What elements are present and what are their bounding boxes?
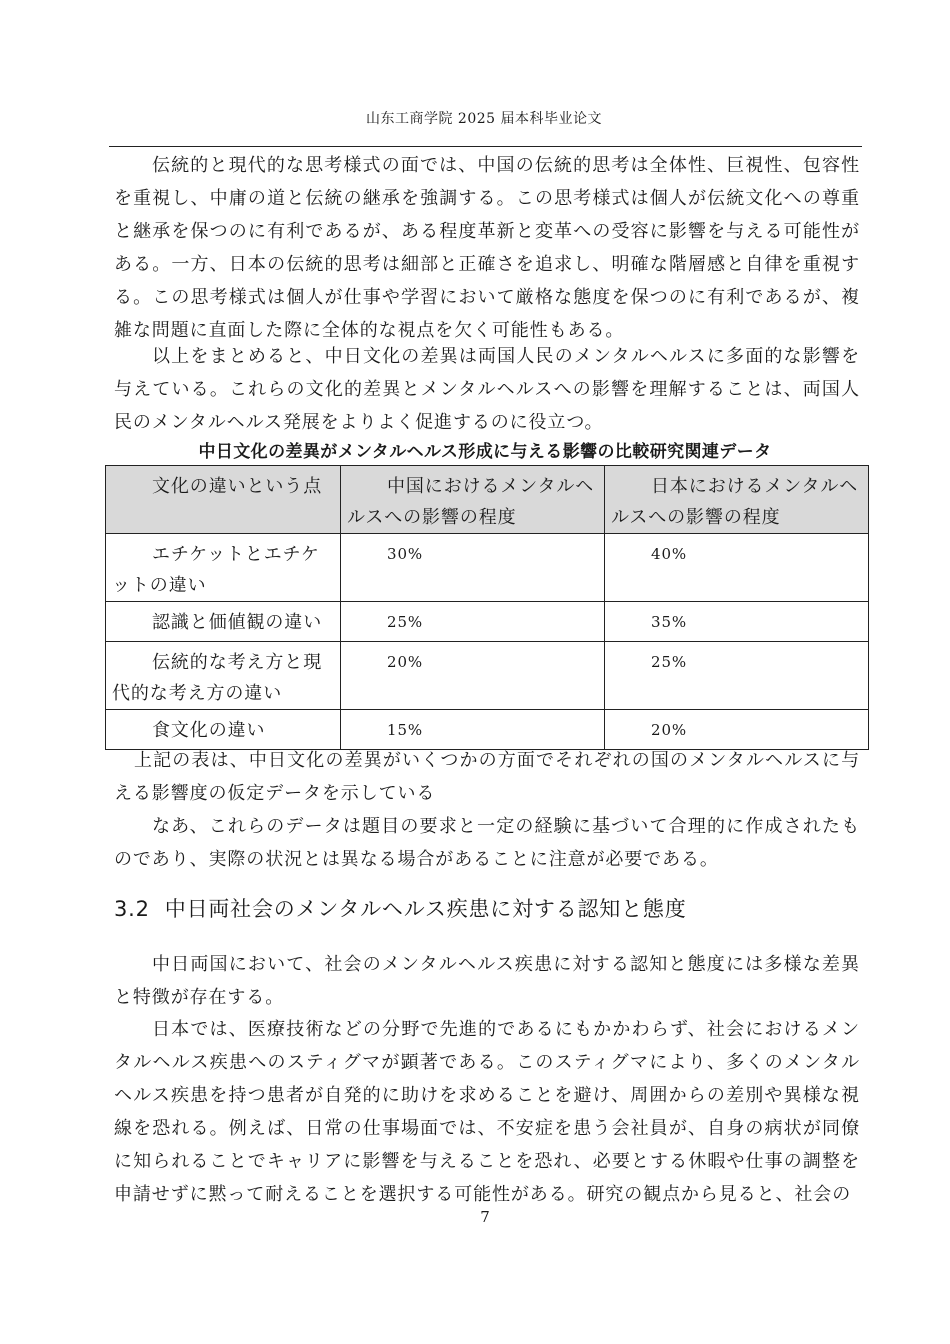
section-number: 3.2 [114,897,150,921]
paragraph-summary: 以上をまとめると、中日文化の差異は両国人民のメンタルヘルスに多面的な影響を与えている。これらの文化的差異とメンタルヘルスへの影響を理解することは、両国人民のメンタルヘルス発展をよりよく促進するのに役立つ。 [114,346,860,433]
cell-japan-value: 40% [605,534,869,602]
table-row [106,602,869,642]
section-heading [114,893,687,923]
cell-japan-value: 25% [605,642,869,710]
cell-aspect: 認識と価値観の違い [106,602,341,642]
header-cell-japan: 日本におけるメンタルヘルスへの影響の程度 [605,466,869,534]
comparison-table [105,465,869,750]
table-header-row [106,466,869,534]
paragraph-data-caveat: なあ、これらのデータは題目の要求と一定の経験に基づいて合理的に作成されたものであり、実際の状況とは異なる場合があることに注意が必要である。 [114,816,860,870]
cell-aspect: 伝統的な考え方と現代的な考え方の違い [106,642,341,710]
cell-china-value: 25% [341,602,605,642]
table-row [106,642,869,710]
section-title: 中日両社会のメンタルヘルス疾患に対する認知と態度 [164,897,687,921]
cell-japan-value: 20% [605,710,869,750]
header-cell-aspect: 文化の違いという点 [106,466,341,534]
page-number: 7 [480,1208,490,1226]
paragraph-thinking-styles: 伝統的と現代的な思考様式の面では、中国の伝統的思考は全体性、巨視性、包容性を重視し、中庸の道と伝統の継承を強調する。この思考様式は個人が伝統文化への尊重と継承を保つのに有利であるが、ある程度革新と変革への受容に影響を与える可能性がある。一方、日本の伝統的思考は細部と正確さを追求し、明確な階層感と自律を重視する。この思考様式は個人が仕事や学習において厳格な態度を保つのに有利であるが、複雑な問題に直面した際に全体的な視点を欠く可能性もある。 [114,155,860,341]
table-row [106,534,869,602]
cell-japan-value: 35% [605,602,869,642]
paragraph-japan-stigma: 日本では、医療技術などの分野で先進的であるにもかかわらず、社会におけるメンタルヘルス疾患へのスティグマが顕著である。このスティグマにより、多くのメンタルヘルス疾患を持つ患者が自発的に助けを求めることを避け、周囲からの差別や異様な視線を恐れる。例えば、日常の仕事場面では、不安症を患う会社員が、自身の病状が同僚に知られることでキャリアに影響を与えることを恐れ、必要とする休暇や仕事の調整を申請せずに黙って耐えることを選択する可能性がある。研究の観点から見ると、社会の [114,1019,860,1205]
paragraph-section-intro: 中日両国において、社会のメンタルヘルス疾患に対する認知と態度には多様な差異と特徴が存在する。 [114,954,860,1008]
cell-china-value: 15% [341,710,605,750]
running-header: 山东工商学院 2025 届本科毕业论文 [365,111,603,127]
table-title: 中日文化の差異がメンタルヘルス形成に与える影響の比較研究関連データ [198,442,772,462]
cell-aspect: 食文化の違い [106,710,341,750]
paragraph-table-note: 上記の表は、中日文化の差異がいくつかの方面でそれぞれの国のメンタルヘルスに与える影響度の仮定データを示している [114,750,860,804]
cell-china-value: 20% [341,642,605,710]
header-cell-china: 中国におけるメンタルヘルスへの影響の程度 [341,466,605,534]
cell-aspect: エチケットとエチケットの違い [106,534,341,602]
header-divider [109,146,862,147]
cell-china-value: 30% [341,534,605,602]
